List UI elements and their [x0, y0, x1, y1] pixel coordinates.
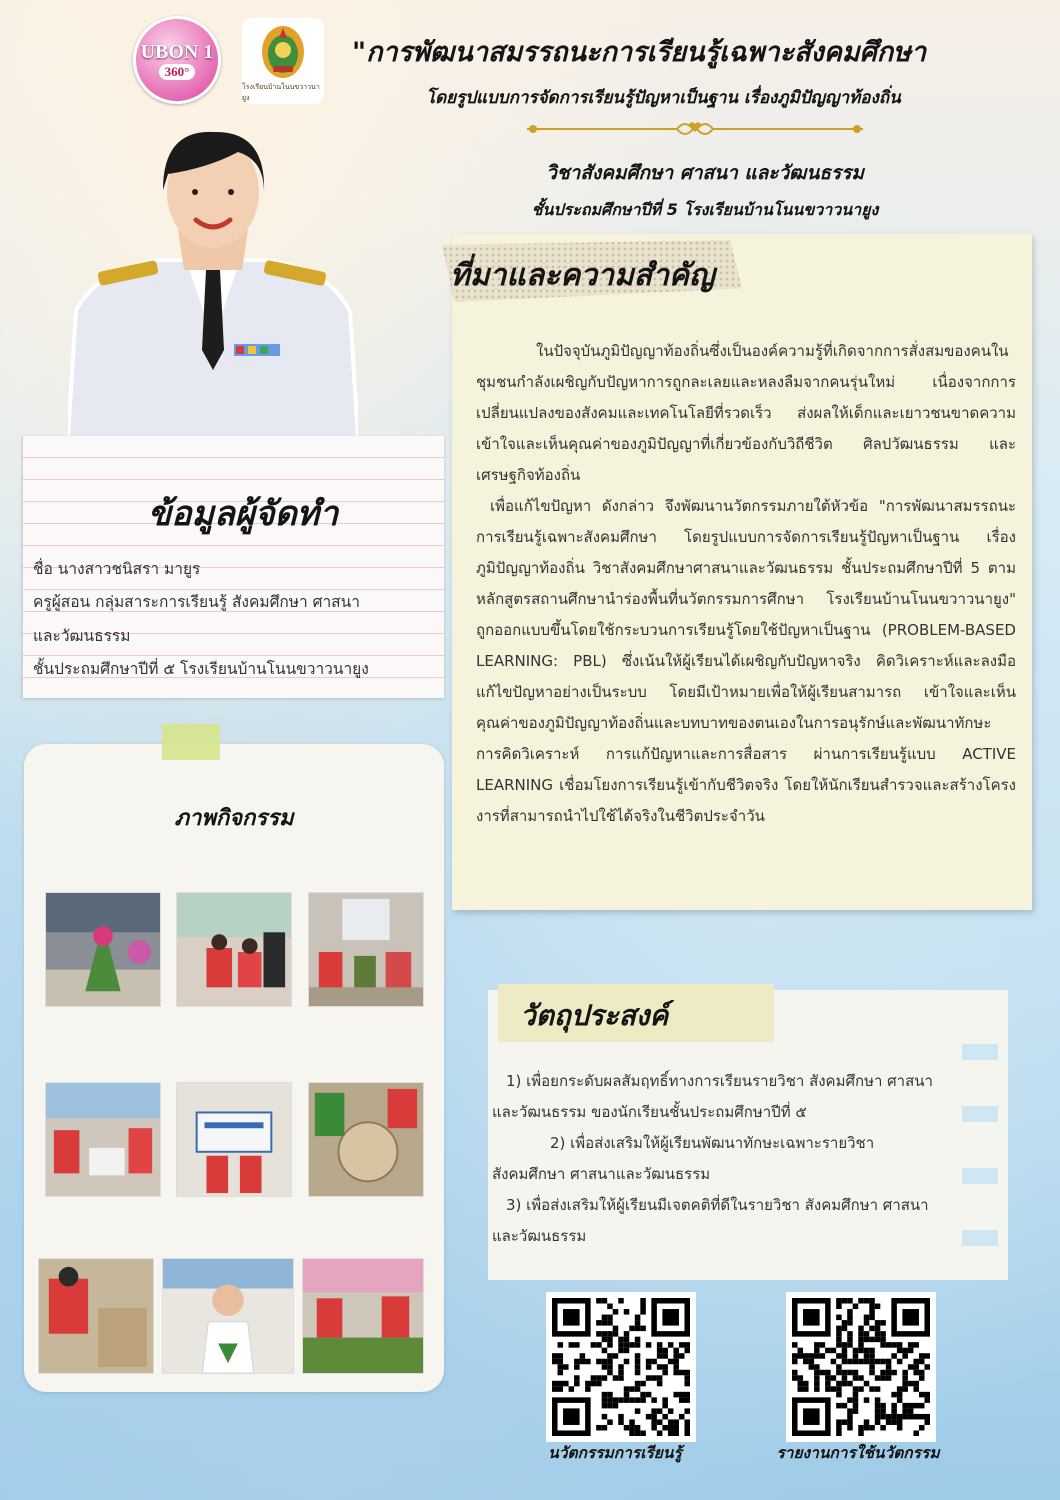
profile-heading: ข้อมูลผู้จัดทำ: [147, 494, 339, 534]
qr-caption-report: รายงานการใช้นวัตกรรม: [776, 1444, 940, 1462]
grade-title: ชั้นประถมศึกษาปีที่ 5 โรงเรียนบ้านโนนขวาวนายูง: [531, 200, 879, 219]
poster-subtitle: โดยรูปแบบการจัดการเรียนรู้ปัญหาเป็นฐาน เรื่องภูมิปัญญาท้องถิ่น: [426, 88, 901, 108]
activity-photo: [45, 892, 161, 1007]
qr-code-icon: [792, 1298, 930, 1436]
activity-photo: [162, 1258, 294, 1374]
ubon1-logo-text: UBON 1: [140, 40, 214, 63]
profile-grade-school: ชั้นประถมศึกษาปีที่ ๕ โรงเรียนบ้านโนนขวาวนายูง: [33, 660, 369, 678]
qr-code-icon: [552, 1298, 690, 1436]
profile-card: [22, 436, 444, 698]
profile-role: ครูผู้สอน กลุ่มสาระการเรียนรู้ สังคมศึกษา ศาสนา: [33, 593, 360, 611]
qr-code-innovation[interactable]: [546, 1292, 696, 1442]
objectives-heading: วัตถุประสงค์: [520, 999, 669, 1032]
qr-code-report[interactable]: [786, 1292, 936, 1442]
ubon1-logo: [133, 16, 221, 104]
gallery-heading: ภาพกิจกรรม: [174, 806, 294, 831]
background-paragraph-1: ในปัจจุบันภูมิปัญญาท้องถิ่นซึ่งเป็นองค์ความรู้ที่เกิดจากการสั่งสมของคนในชุมชนกำลังเผชิญกับปัญหาการถูกละเลยและหลงลืมจากคนรุ่นใหม่ เนื่องจากการเปลี่ยนแปลงของสังคมและเทคโนโลยีที่รวดเร็ว ส่งผลให้เด็กและเยาวชนขาดความเข้าใจและเห็นคุณค่าของภูมิปัญญาที่เกี่ยวข้องกับวิถีชีวิต ศิลปวัฒนธรรม และเศรษฐกิจท้องถิ่น: [476, 342, 1016, 484]
washi-tape: [162, 724, 220, 760]
profile-role-cont: และวัฒนธรรม: [33, 627, 131, 645]
objective-item-3: 3) เพื่อส่งเสริมให้ผู้เรียนมีเจตคติที่ดีในรายวิชา สังคมศึกษา ศาสนาและวัฒนธรรม: [492, 1196, 929, 1245]
activity-photo: [308, 1082, 424, 1197]
background-paragraph-2: เพื่อแก้ไขปัญหา ดังกล่าว จึงพัฒนานวัตกรรมภายใต้หัวข้อ "การพัฒนาสมรรถนะการเรียนรู้เฉพาะสังคมศึกษา โดยรูปแบบการจัดการเรียนรู้ปัญหาเป็นฐาน เรื่องภูมิปัญญาท้องถิ่น วิชาสังคมศึกษาศาสนาและวัฒนธรรม ชั้นประถมศึกษาปีที่ 5 ตามหลักสูตรสถานศึกษานำร่องพื้นที่นวัตกรรมการศึกษา โรงเรียนบ้านโนนขวาวนายูง" ถูกออกแบบขึ้นโดยใช้กระบวนการเรียนรู้โดยใช้ปัญหาเป็นฐาน (PROBLEM-BASED LEARNING: PBL) ซึ่งเน้นให้ผู้เรียนได้เผชิญกับปัญหาจริง คิดวิเคราะห์และลงมือแก้ไขปัญหาอย่างเป็นระบบ โดยมีเป้าหมายเพื่อให้ผู้เรียนสามารถ เข้าใจและเห็นคุณค่าของภูมิปัญญาท้องถิ่นและบทบาทของตนเองในการอนุรักษ์และพัฒนาทักษะการคิดวิเคราะห์ การแก้ปัญหาและการสื่อสาร ผ่านการเรียนรู้แบบ ACTIVE LEARNING เชื่อมโยงการเรียนรู้เข้ากับชีวิตจริง โดยให้นักเรียนสำรวจและสร้างโครงงารที่สามารถนำไปใช้ได้จริงในชีวิตประจำวัน: [476, 497, 1016, 825]
ubon1-logo-360: 360°: [159, 64, 196, 80]
profile-name: ชื่อ นางสาวชนิสรา มายูร: [33, 560, 201, 578]
background-body: [476, 336, 1016, 832]
activity-photo: [308, 892, 424, 1007]
teacher-portrait: [68, 120, 358, 438]
subject-title: วิชาสังคมศึกษา ศาสนา และวัฒนธรรม: [546, 162, 864, 184]
qr-caption-innovation: นวัตกรรมการเรียนรู้: [548, 1444, 682, 1462]
activity-photo: [176, 1082, 292, 1197]
activity-photo: [176, 892, 292, 1007]
ornament-divider: [527, 118, 863, 140]
school-logo: [242, 18, 324, 104]
objective-item-2: 2) เพื่อส่งเสริมให้ผู้เรียนพัฒนาทักษะเฉพาะรายวิชา สังคมศึกษา ศาสนาและวัฒนธรรม: [492, 1134, 875, 1183]
poster-title: "การพัฒนาสมรรถนะการเรียนรู้เฉพาะสังคมศึกษา: [352, 37, 927, 68]
school-logo-caption: โรงเรียนบ้านโนนขวาวนายูง: [242, 83, 320, 102]
school-emblem-icon: [259, 22, 307, 80]
objectives-list: [492, 1066, 946, 1252]
activity-photo: [38, 1258, 154, 1374]
activity-photo: [302, 1258, 424, 1374]
objective-item-1: 1) เพื่อยกระดับผลสัมฤทธิ์ทางการเรียนรายวิชา สังคมศึกษา ศาสนาและวัฒนธรรม ของนักเรียนชั้นประถมศึกษาปีที่ ๕: [492, 1072, 933, 1121]
background-heading: ที่มาและความสำคัญ: [450, 258, 715, 293]
objectives-card-edge: [962, 1044, 998, 1274]
activity-photo: [45, 1082, 161, 1197]
